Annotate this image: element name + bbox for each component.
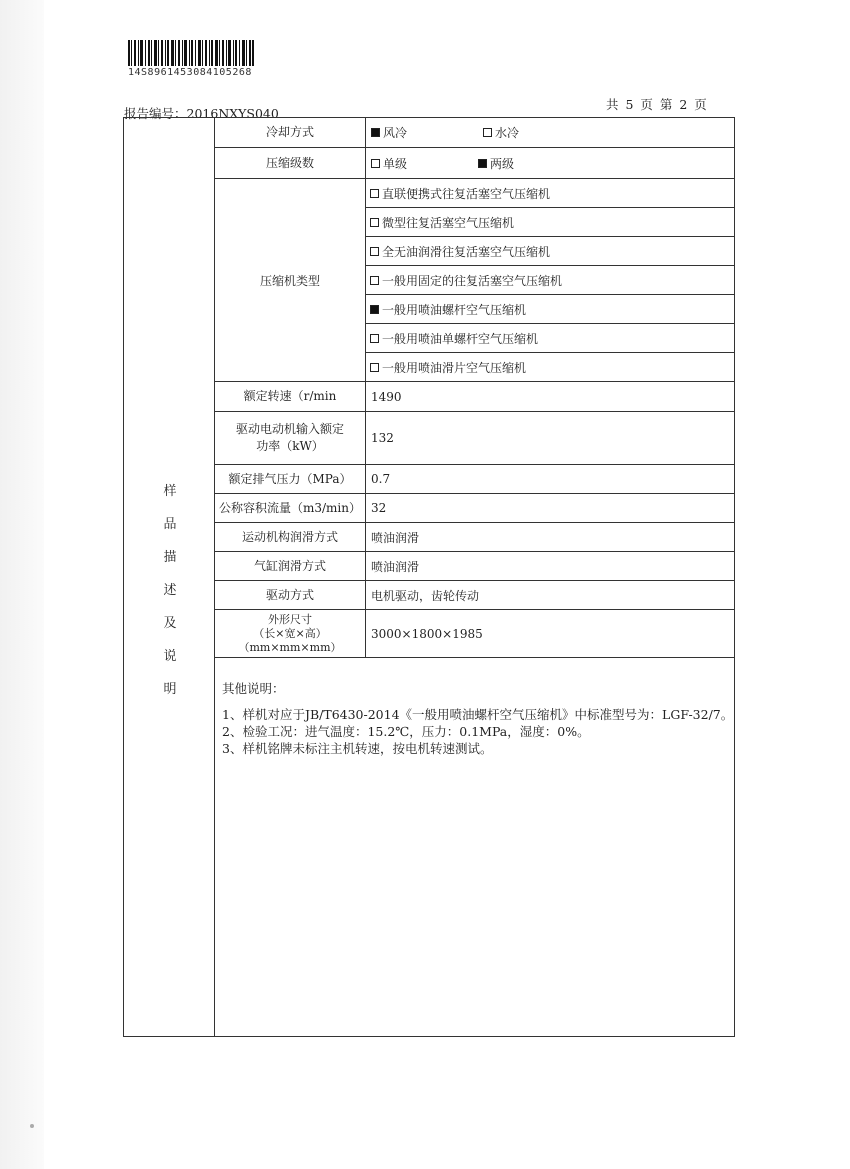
checkbox-icon	[370, 334, 379, 343]
stages-option-two[interactable]	[478, 155, 514, 172]
stages-label: 压缩级数	[215, 148, 366, 178]
motion-lubrication-label: 运动机构润滑方式	[215, 523, 366, 551]
sample-description-table	[123, 117, 735, 1037]
cooling-options	[366, 118, 734, 147]
report-number-value: 2016NXYS040	[186, 106, 279, 121]
motor-power-label-line2: 功率（kW）	[256, 439, 324, 453]
option-label: 风冷	[383, 126, 408, 140]
checkbox-icon	[371, 159, 380, 168]
note-item: 3、样机铭牌未标注主机转速，按电机转速测试。	[222, 741, 493, 756]
drive-value: 电机驱动，齿轮传动	[371, 588, 480, 603]
dimensions-row	[215, 610, 734, 658]
discharge-pressure-value: 0.7	[371, 472, 391, 486]
option-label: 一般用喷油单螺杆空气压缩机	[382, 331, 539, 346]
checkbox-icon	[370, 218, 379, 227]
drive-row	[215, 581, 734, 610]
cooling-label: 冷却方式	[215, 118, 366, 147]
cylinder-lubrication-value: 喷油润滑	[371, 559, 420, 574]
section-title-char: 品	[163, 517, 177, 532]
rated-speed-row	[215, 382, 734, 412]
other-notes	[215, 658, 734, 1036]
motor-power-value: 132	[371, 431, 394, 445]
motion-lubrication-row	[215, 523, 734, 552]
rated-speed-label: 额定转速（r/min	[215, 382, 366, 411]
stages-option-single[interactable]	[371, 155, 478, 172]
dimensions-value: 3000×1800×1985	[371, 626, 483, 641]
section-title-char: 及	[163, 616, 177, 631]
barcode	[128, 40, 254, 66]
cylinder-lubrication-row	[215, 552, 734, 581]
compressor-type-option[interactable]	[366, 353, 734, 382]
option-label: 一般用喷油滑片空气压缩机	[382, 360, 527, 375]
stages-row	[215, 148, 734, 179]
note-item: 1、样机对应于JB/T6430-2014《一般用喷油螺杆空气压缩机》中标准型号为：LGF-32/7。	[222, 707, 734, 722]
option-label: 一般用喷油螺杆空气压缩机	[382, 302, 527, 317]
dimensions-label	[215, 610, 366, 657]
checkbox-icon	[371, 128, 380, 137]
motor-power-label	[215, 412, 366, 464]
checkbox-icon	[370, 276, 379, 285]
motor-power-row	[215, 412, 734, 465]
compressor-type-option[interactable]	[366, 295, 734, 324]
checkbox-icon	[370, 247, 379, 256]
notes-heading: 其他说明：	[222, 681, 285, 696]
section-title-column	[124, 118, 215, 1036]
checkbox-icon	[478, 159, 487, 168]
checkbox-icon	[370, 305, 379, 314]
option-label: 全无油润滑往复活塞空气压缩机	[382, 244, 551, 259]
dimensions-label-line1: 外形尺寸	[268, 612, 312, 626]
option-label: 微型往复活塞空气压缩机	[382, 215, 515, 230]
cooling-row	[215, 118, 734, 148]
section-title-char: 说	[163, 649, 177, 664]
flow-value: 32	[371, 501, 387, 515]
compressor-type-option[interactable]	[366, 266, 734, 295]
motion-lubrication-value: 喷油润滑	[371, 530, 420, 545]
dimensions-label-line2: （长×宽×高）	[253, 626, 327, 640]
compressor-type-option[interactable]	[366, 179, 734, 208]
scan-speck	[30, 1124, 34, 1128]
report-number-label: 报告编号：	[124, 106, 187, 121]
section-title-char: 明	[163, 682, 177, 697]
checkbox-icon	[483, 128, 492, 137]
section-title-char: 描	[163, 550, 177, 565]
option-label: 两级	[490, 156, 515, 171]
option-label: 直联便携式往复活塞空气压缩机	[382, 186, 551, 201]
note-item: 2、检验工况：进气温度：15.2℃，压力：0.1MPa，湿度：0%。	[222, 724, 590, 739]
section-title	[162, 475, 178, 706]
discharge-pressure-row	[215, 465, 734, 494]
option-label: 一般用固定的往复活塞空气压缩机	[382, 273, 563, 288]
cooling-option-air[interactable]	[371, 124, 483, 141]
checkbox-icon	[370, 363, 379, 372]
compressor-type-option[interactable]	[366, 237, 734, 266]
flow-row	[215, 494, 734, 523]
flow-label: 公称容积流量（m3/min）	[215, 494, 366, 522]
page-indicator: 共 5 页 第 2 页	[606, 97, 707, 112]
section-title-char: 样	[163, 484, 177, 499]
scan-edge	[0, 0, 44, 1169]
compressor-type-label: 压缩机类型	[215, 179, 366, 382]
section-title-char: 述	[163, 583, 177, 598]
barcode-number: 14S8961453084105268	[128, 67, 252, 78]
rated-speed-value: 1490	[371, 389, 402, 404]
compressor-type-option[interactable]	[366, 208, 734, 237]
discharge-pressure-label: 额定排气压力（MPa）	[215, 465, 366, 493]
option-label: 单级	[383, 156, 408, 171]
motor-power-label-line1: 驱动电动机输入额定	[235, 422, 344, 436]
compressor-type-option[interactable]	[366, 324, 734, 353]
option-label: 水冷	[495, 126, 520, 140]
cylinder-lubrication-label: 气缸润滑方式	[215, 552, 366, 580]
dimensions-label-line3: （mm×mm×mm）	[238, 640, 342, 654]
stages-options	[366, 148, 734, 178]
cooling-option-water[interactable]	[483, 124, 519, 141]
checkbox-icon	[370, 189, 379, 198]
drive-label: 驱动方式	[215, 581, 366, 609]
